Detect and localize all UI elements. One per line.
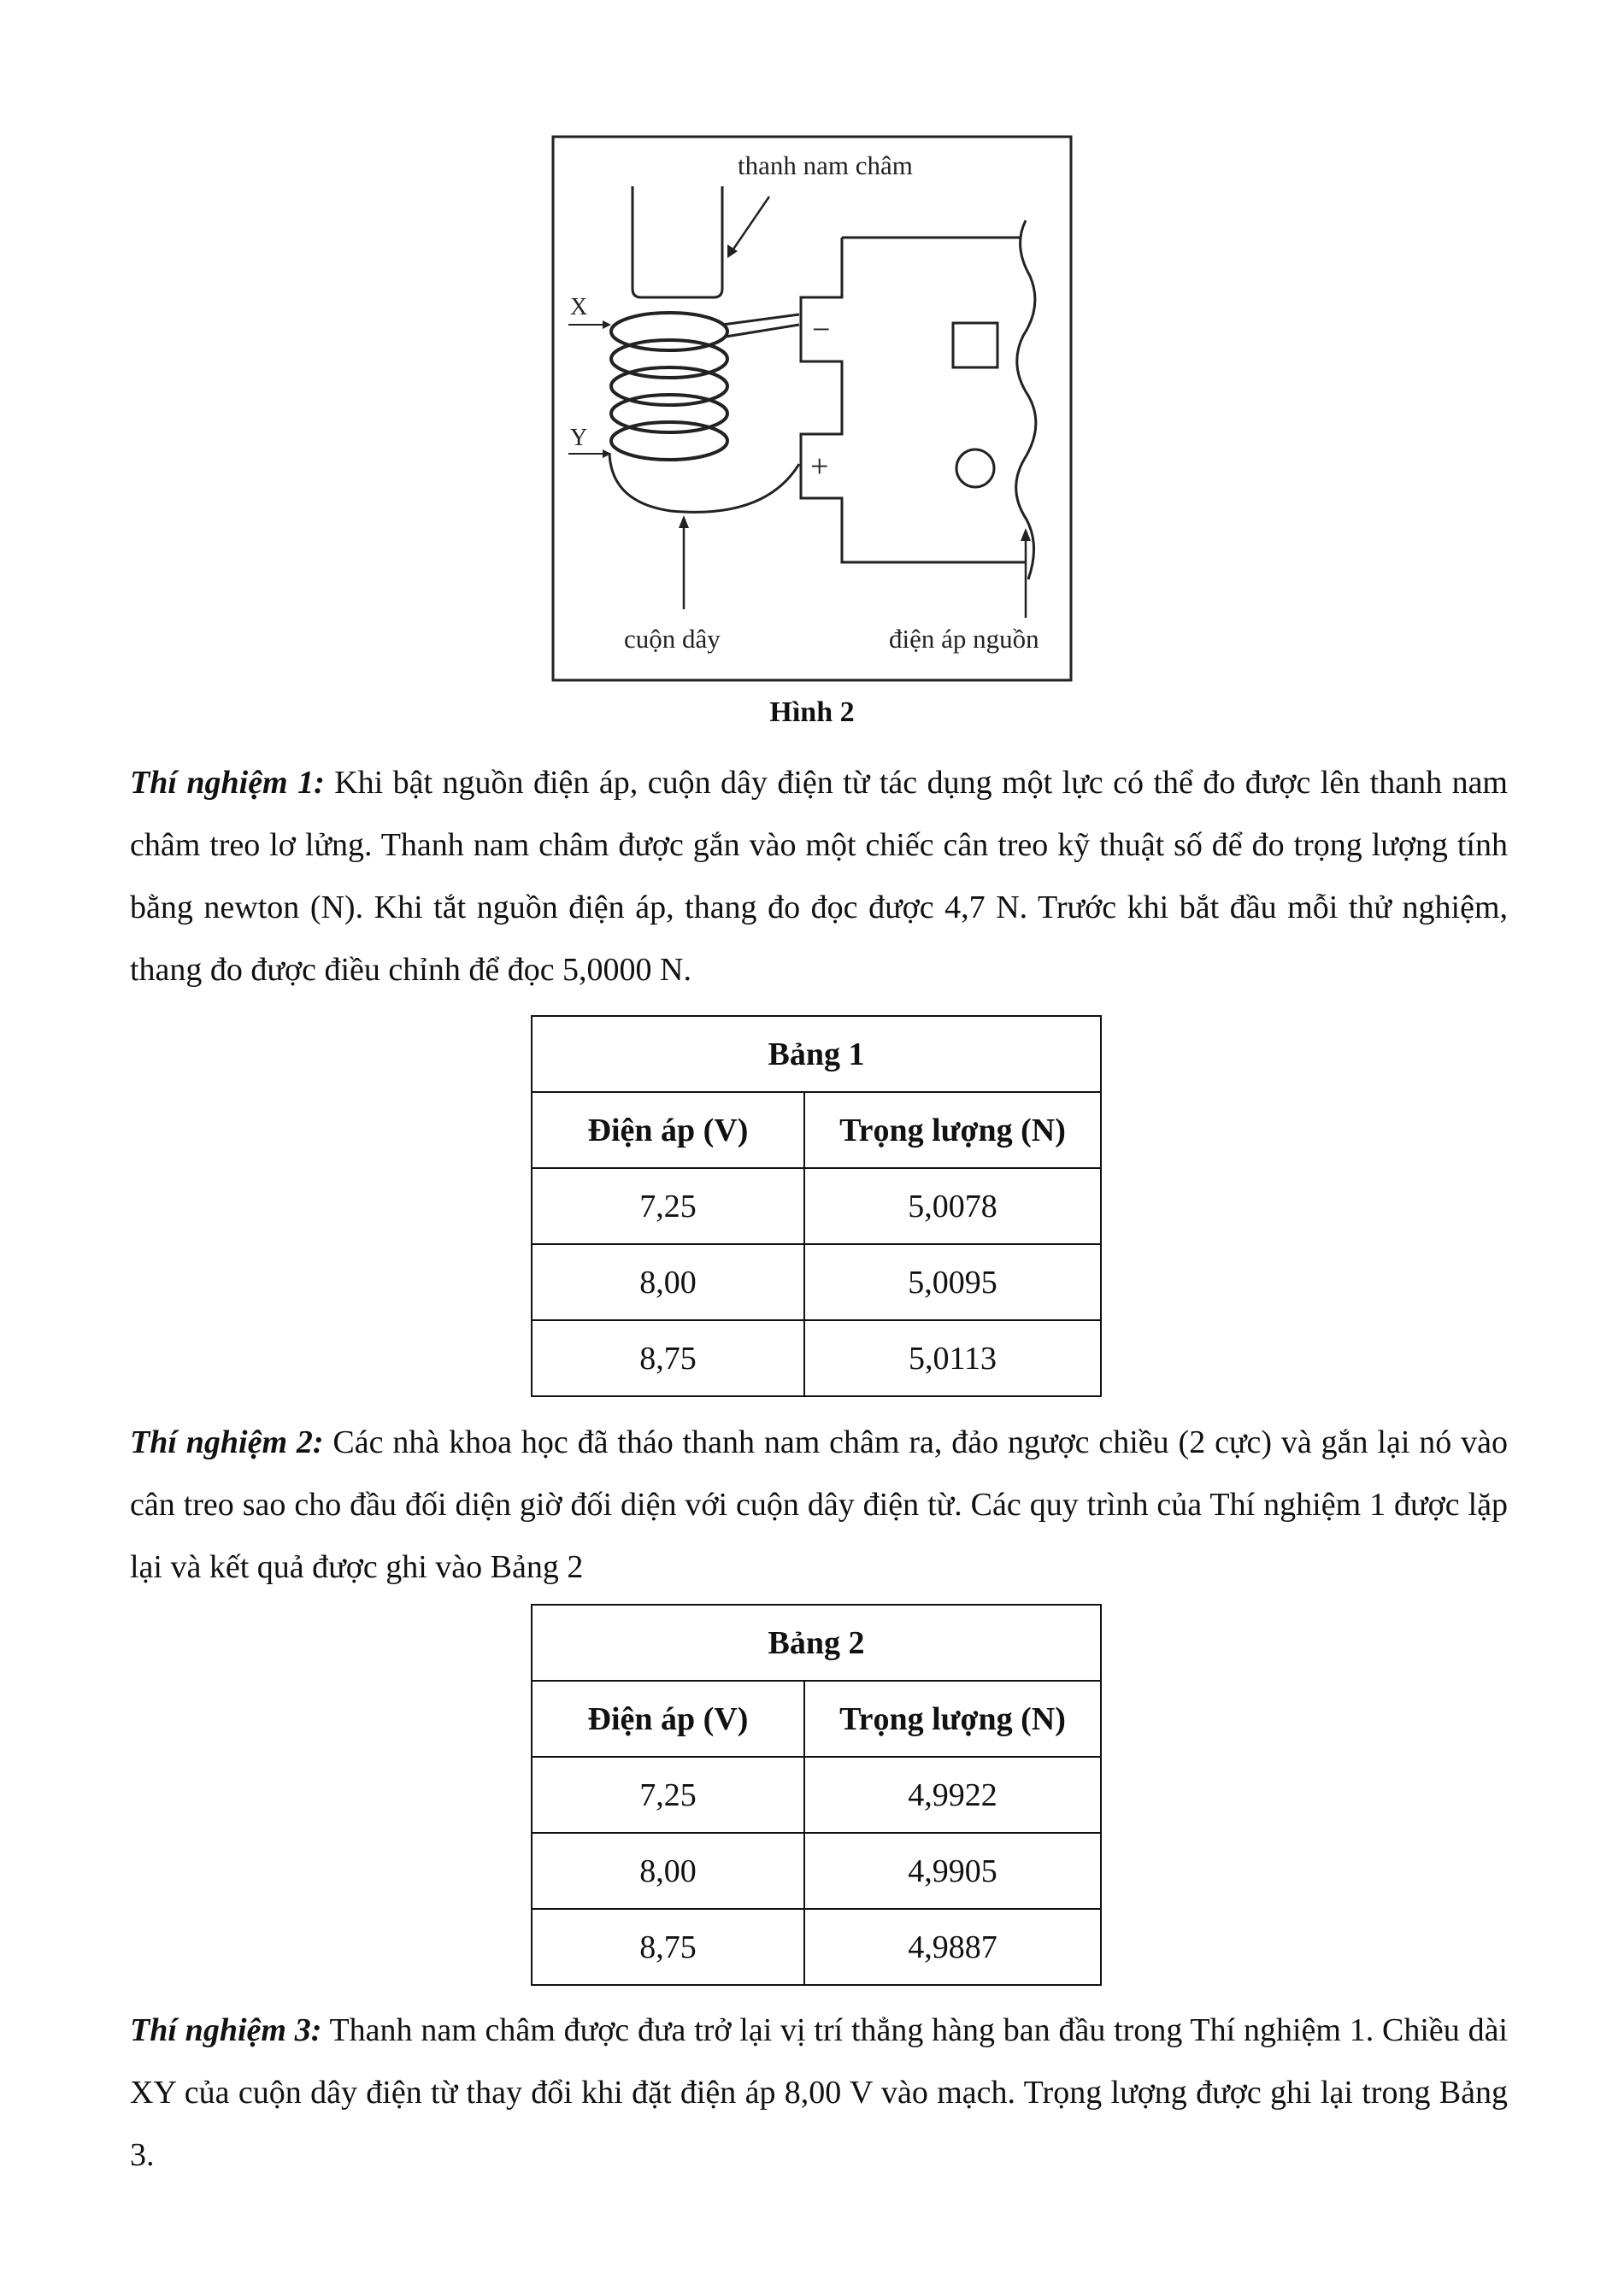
table-row xyxy=(532,1320,1101,1396)
table-cell: 4,9922 xyxy=(804,1757,1101,1833)
experiment-2-text: Các nhà khoa học đã tháo thanh nam châm ra, đảo ngược chiều (2 cực) và gắn lại nó vào cân treo sao cho đầu đối diện giờ đối diện với cuộn dây điện từ. Các quy trình của Thí nghiệm 1 được lặp lại và kết quả được ghi vào Bảng 2 xyxy=(130,1424,1508,1585)
table-cell: 4,9887 xyxy=(804,1909,1101,1985)
table-cell: 8,75 xyxy=(532,1320,804,1396)
table-1-title: Bảng 1 xyxy=(532,1016,1101,1092)
table-2 xyxy=(531,1604,1102,1986)
experiment-3-lead: Thí nghiệm 3: xyxy=(130,2012,322,2048)
table-cell: 7,25 xyxy=(532,1168,804,1244)
source-label: điện áp nguồn xyxy=(889,624,1039,654)
label-x: X xyxy=(570,294,588,320)
table-row xyxy=(532,1757,1101,1833)
plus-terminal: + xyxy=(810,449,829,484)
table-row xyxy=(532,1833,1101,1909)
table-1 xyxy=(531,1015,1102,1397)
table-row xyxy=(532,1244,1101,1320)
experiment-2-paragraph xyxy=(130,1412,1508,1599)
magnet-label: thanh nam châm xyxy=(738,150,913,180)
table-2-header-voltage: Điện áp (V) xyxy=(532,1681,804,1757)
table-row xyxy=(532,1909,1101,1985)
minus-terminal: − xyxy=(812,312,831,348)
experiment-3-text: Thanh nam châm được đưa trở lại vị trí thẳng hàng ban đầu trong Thí nghiệm 1. Chiều dài XY của cuộn dây điện từ thay đổi khi đặt điện áp 8,00 V vào mạch. Trọng lượng được ghi lại trong Bảng 3. xyxy=(130,2012,1508,2173)
coil-label: cuộn dây xyxy=(624,624,721,654)
table-cell: 8,75 xyxy=(532,1909,804,1985)
figure-2 xyxy=(551,135,1073,682)
experiment-2-lead: Thí nghiệm 2: xyxy=(130,1424,324,1460)
experiment-1-text: Khi bật nguồn điện áp, cuộn dây điện từ tác dụng một lực có thể đo được lên thanh nam châm treo lơ lửng. Thanh nam châm được gắn vào một chiếc cân treo kỹ thuật số để đo trọng lượng tính bằng newton (N). Khi tắt nguồn điện áp, thang đo đọc được 4,7 N. Trước khi bắt đầu mỗi thử nghiệm, thang đo được điều chỉnh để đọc 5,0000 N. xyxy=(130,765,1508,988)
table-cell: 7,25 xyxy=(532,1757,804,1833)
table-1-header-weight: Trọng lượng (N) xyxy=(804,1092,1101,1168)
table-cell: 8,00 xyxy=(532,1244,804,1320)
figure-frame xyxy=(553,137,1071,680)
figure-caption: Hình 2 xyxy=(769,696,855,728)
experiment-1-lead: Thí nghiệm 1: xyxy=(130,765,325,801)
table-row xyxy=(532,1168,1101,1244)
table-cell: 5,0078 xyxy=(804,1168,1101,1244)
table-2-header-weight: Trọng lượng (N) xyxy=(804,1681,1101,1757)
experiment-3-paragraph xyxy=(130,1999,1508,2187)
table-2-title: Bảng 2 xyxy=(532,1605,1101,1681)
table-cell: 5,0095 xyxy=(804,1244,1101,1320)
table-cell: 8,00 xyxy=(532,1833,804,1909)
table-1-header-voltage: Điện áp (V) xyxy=(532,1092,804,1168)
table-cell: 4,9905 xyxy=(804,1833,1101,1909)
table-cell: 5,0113 xyxy=(804,1320,1101,1396)
label-y: Y xyxy=(570,425,588,451)
electromagnet-diagram xyxy=(551,135,1073,682)
experiment-1-paragraph xyxy=(130,752,1508,1001)
